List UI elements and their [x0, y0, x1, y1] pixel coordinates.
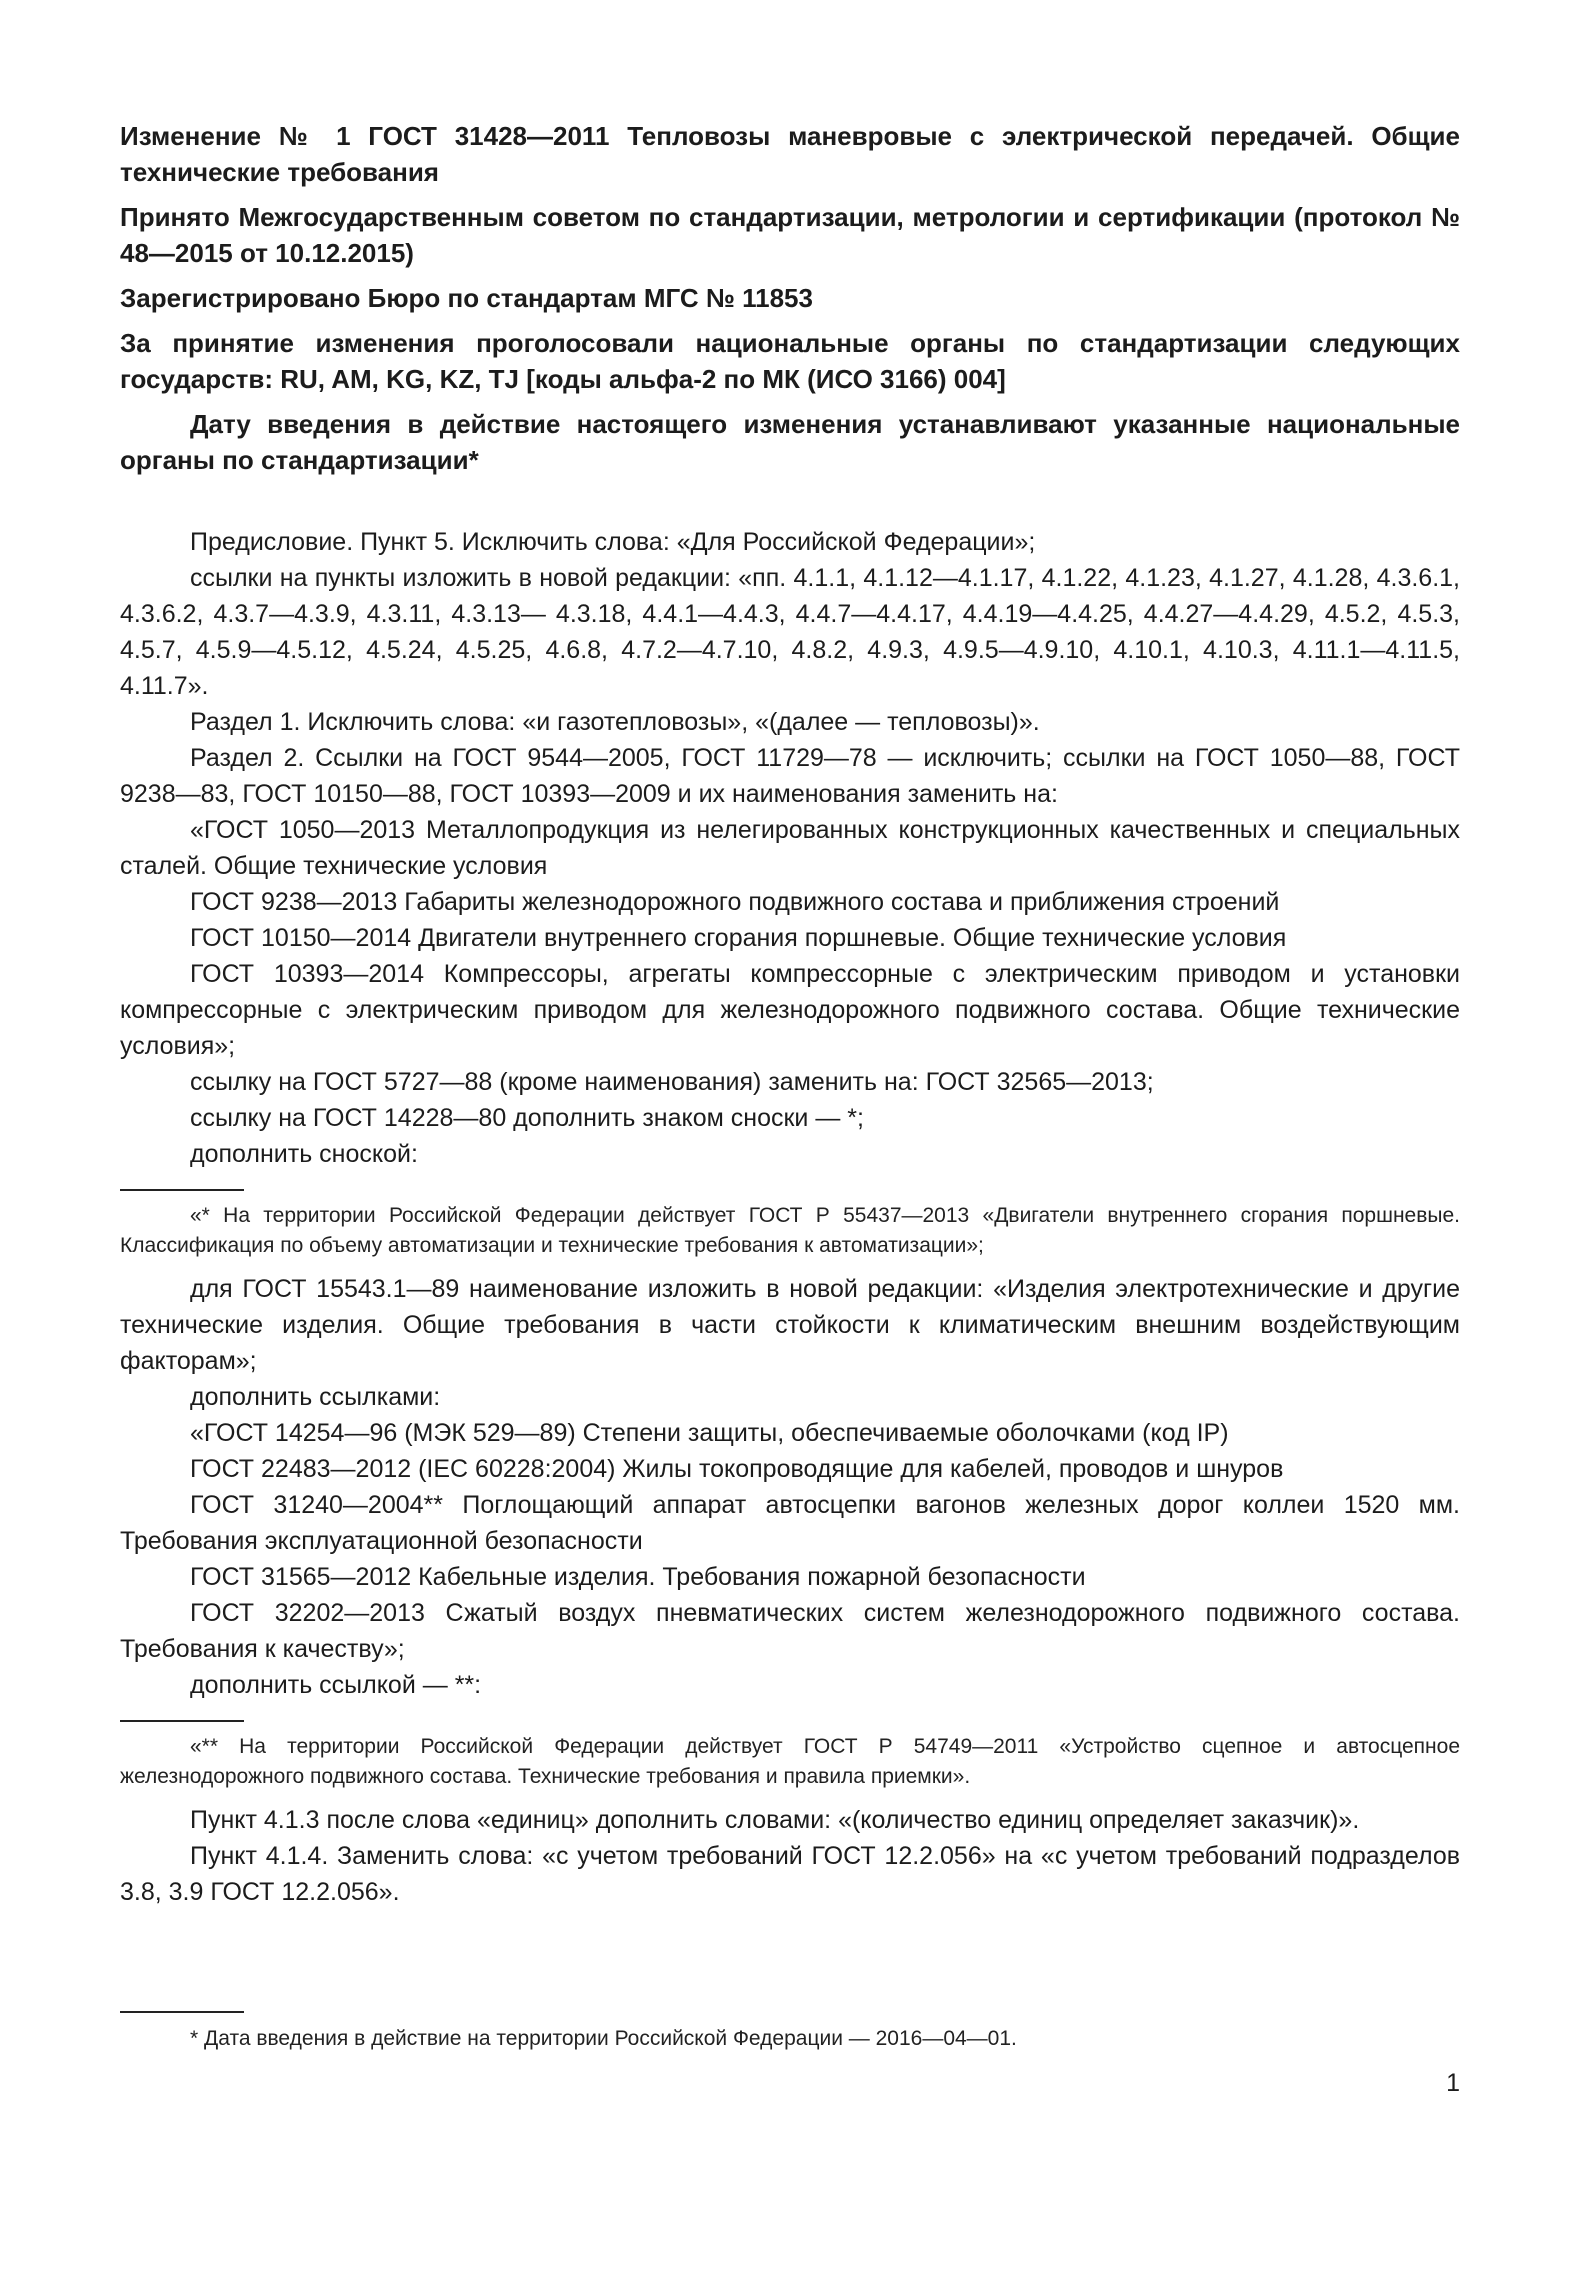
amendment-body: [120, 524, 1460, 1910]
registration-statement: Зарегистрировано Бюро по стандартам МГС № 11853: [120, 283, 813, 313]
page-footnote-divider: [120, 2011, 244, 2013]
paragraph: дополнить сноской:: [190, 1140, 418, 1168]
paragraph: Раздел 2. Ссылки на ГОСТ 9544—2005, ГОСТ 11729—78 — исключить; ссылки на ГОСТ 1050—88, ГОСТ 9238—83, ГОСТ 10150—88, ГОСТ 10393—2009 и их наименования заменить на:: [120, 744, 1460, 808]
paragraph: Раздел 1. Исключить слова: «и газотепловозы», «(далее — тепловозы)».: [190, 708, 1040, 736]
paragraph: ссылку на ГОСТ 14228—80 дополнить знаком сноски — *;: [190, 1104, 864, 1132]
paragraph: ссылки на пункты изложить в новой редакции: «пп. 4.1.1, 4.1.12—4.1.17, 4.1.22, 4.1.23, 4.1.27, 4.1.28, 4.3.6.1, 4.3.6.2, 4.3.7—4.3.9, 4.3.11, 4.3.13— 4.3.18, 4.4.1—4.4.3, 4.4.7—4.4.17, 4.4.19—4.4.25, 4.4.27—4.4.29, 4.5.2, 4.5.3, 4.5.7, 4.5.9—4.5.12, 4.5.24, 4.5.25, 4.6.8, 4.7.2—4.7.10, 4.8.2, 4.9.3, 4.9.5—4.9.10, 4.10.1, 4.10.3, 4.11.1—4.11.5, 4.11.7».: [120, 564, 1460, 700]
paragraph: Пункт 4.1.4. Заменить слова: «с учетом требований ГОСТ 12.2.056» на «с учетом требований подразделов 3.8, 3.9 ГОСТ 12.2.056».: [120, 1842, 1460, 1906]
paragraph: дополнить ссылкой — **:: [190, 1671, 482, 1699]
inline-footnote: «* На территории Российской Федерации действует ГОСТ Р 55437—2013 «Двигатели внутреннего сгорания поршневые. Классификация по объему автоматизации и технические требования к автоматизации»;: [120, 1204, 1460, 1257]
amendment-title: Изменение № 1 ГОСТ 31428—2011 Тепловозы маневровые с электрической передачей. Общие технические требования: [120, 121, 1460, 187]
paragraph: ГОСТ 31565—2012 Кабельные изделия. Требования пожарной безопасности: [190, 1563, 1086, 1591]
paragraph: ГОСТ 31240—2004** Поглощающий аппарат автосцепки вагонов железных дорог коллеи 1520 мм. Требования эксплуатационной безопасности: [120, 1491, 1460, 1555]
paragraph: ГОСТ 10150—2014 Двигатели внутреннего сгорания поршневые. Общие технические условия: [190, 924, 1287, 952]
paragraph: «ГОСТ 14254—96 (МЭК 529—89) Степени защиты, обеспечиваемые оболочками (код IP): [190, 1419, 1229, 1447]
paragraph: дополнить ссылками:: [190, 1383, 441, 1411]
paragraph: ГОСТ 9238—2013 Габариты железнодорожного подвижного состава и приближения строений: [190, 888, 1280, 916]
paragraph: Пункт 4.1.3 после слова «единиц» дополнить словами: «(количество единиц определяет заказчик)».: [190, 1806, 1360, 1834]
paragraph: ГОСТ 22483—2012 (IEC 60228:2004) Жилы токопроводящие для кабелей, проводов и шнуров: [190, 1455, 1284, 1483]
paragraph: ГОСТ 32202—2013 Сжатый воздух пневматических систем железнодорожного подвижного состава. Требования к качеству»;: [120, 1599, 1460, 1663]
page-number: 1: [1446, 2069, 1460, 2097]
footnote-divider: [120, 1720, 244, 1722]
effective-date-statement: Дату введения в действие настоящего изменения устанавливают указанные национальные органы по стандартизации*: [120, 409, 1460, 475]
paragraph: «ГОСТ 1050—2013 Металлопродукция из нелегированных конструкционных качественных и специальных сталей. Общие технические условия: [120, 816, 1460, 880]
paragraph: для ГОСТ 15543.1—89 наименование изложить в новой редакции: «Изделия электротехнические и другие технические изделия. Общие требования в части стойкости к климатическим внешним воздействующим факторам»;: [120, 1275, 1460, 1375]
footnote-divider: [120, 1189, 244, 1191]
voting-statement: За принятие изменения проголосовали национальные органы по стандартизации следующих государств: RU, AM, KG, KZ, TJ [коды альфа-2 по МК (ИСО 3166) 004]: [120, 328, 1460, 394]
paragraph: Предисловие. Пункт 5. Исключить слова: «Для Российской Федерации»;: [190, 528, 1036, 556]
document-page: [120, 118, 1460, 1910]
paragraph: ссылку на ГОСТ 5727—88 (кроме наименования) заменить на: ГОСТ 32565—2013;: [190, 1068, 1154, 1096]
page-footnote: * Дата введения в действие на территории Российской Федерации — 2016—04—01.: [190, 2027, 1017, 2050]
inline-footnote: «** На территории Российской Федерации действует ГОСТ Р 54749—2011 «Устройство сцепное и автосцепное железнодорожного подвижного состава. Технические требования и правила приемки».: [120, 1735, 1460, 1788]
adopted-statement: Принято Межгосударственным советом по стандартизации, метрологии и сертификации (протокол № 48—2015 от 10.12.2015): [120, 202, 1460, 268]
paragraph: ГОСТ 10393—2014 Компрессоры, агрегаты компрессорные с электрическим приводом и установки компрессорные с электрическим приводом для железнодорожного подвижного состава. Общие технические условия»;: [120, 960, 1460, 1060]
